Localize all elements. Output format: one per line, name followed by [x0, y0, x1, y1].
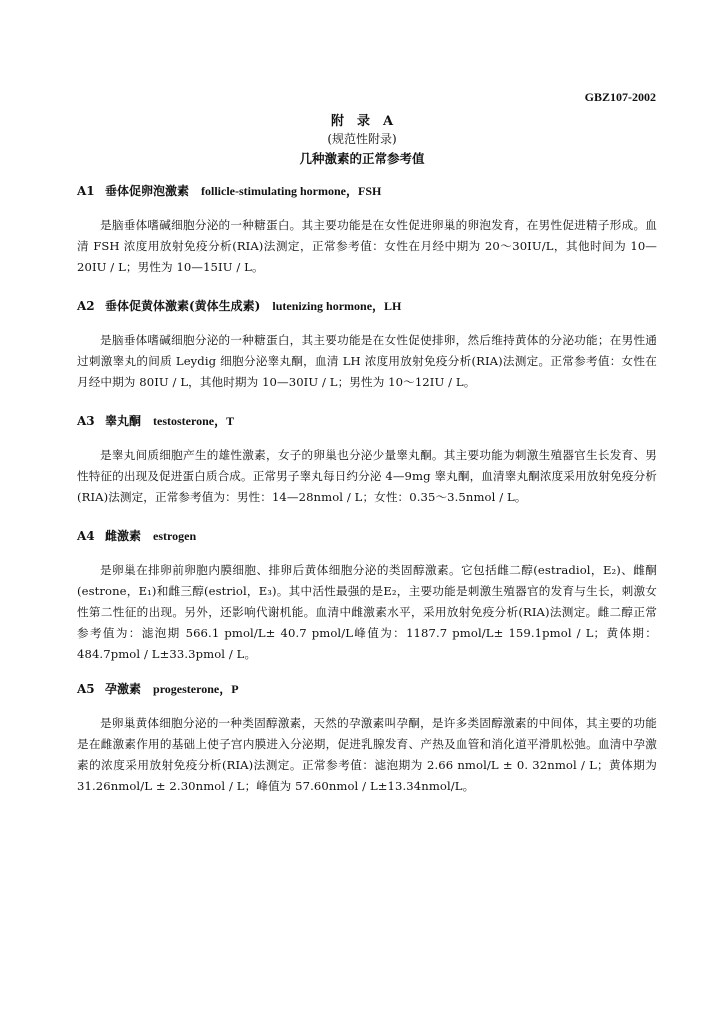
section-heading: [77, 182, 657, 200]
section-name-en: lutenizing hormone，LH: [272, 299, 402, 313]
section-name-en: estrogen: [153, 529, 197, 543]
appendix-title: 附 录 A: [330, 114, 394, 129]
section-body: 是脑垂体嗜碱细胞分泌的一种糖蛋白，其主要功能是在女性促使排卵，然后维持黄体的分泌功能；在男性通过刺激睾丸的间质 Leydig 细胞分泌睾丸酮，血清 LH 浓度用放射免疫分析(RIA)法测定。正常参考值：女性在月经中期为 80IU / L，其他时期为 10—30IU / L；男性为 10～12IU / L。: [77, 333, 657, 389]
section-body: 是卵巢在排卵前卵胞内膜细胞、排卵后黄体细胞分泌的类固醇激素。它包括雌二醇(estradiol，E₂)、雌酮(estrone，E₁)和雌三醇(estriol，E₃)。其中活性最强的是E₂，主要功能是刺激生殖器官的发育与生长，刺激女性第二性征的出现。另外，还影响代谢机能。血清中雌激素水平，采用放射免疫分析(RIA)法测定。雌二醇正常参考值为：滤泡期 566.1 pmol/L± 40.7 pmol/L峰值为：1187.7 pmol/L± 159.1pmol / L；黄体期：484.7pmol / L±33.3pmol / L。: [77, 563, 657, 661]
section-heading: [77, 297, 657, 315]
section-name-cn: 孕激素: [105, 682, 142, 696]
section-number: A3: [77, 414, 95, 428]
section-name-en: follicle-stimulating hormone，FSH: [201, 184, 382, 198]
section-name-cn: 雌激素: [105, 529, 142, 543]
section-number: A4: [77, 529, 95, 543]
section-a5: [77, 680, 657, 797]
section-body: 是脑垂体嗜碱细胞分泌的一种糖蛋白。其主要功能是在女性促进卵巢的卵泡发育，在男性促进精子形成。血清 FSH 浓度用放射免疫分析(RIA)法测定，正常参考值：女性在月经中期为 20～30IU/L，其他时间为 10—20IU / L；男性为 10—15IU / L。: [77, 218, 657, 274]
section-body: 是睾丸间质细胞产生的雄性激素，女子的卵巢也分泌少量睾丸酮。其主要功能为刺激生殖器官生长发育、男性特征的出现及促进蛋白质合成。正常男子睾丸每日约分泌 4—9mg 睾丸酮，血清睾丸酮浓度采用放射免疫分析(RIA)法测定，正常参考值为：男性：14—28nmol / L；女性：0.35～3.5nmol / L。: [77, 448, 657, 504]
section-heading: [77, 680, 657, 698]
section-name-en: testosterone，T: [153, 414, 235, 428]
section-number: A1: [77, 184, 95, 198]
section-a1: [77, 182, 657, 278]
section-number: A5: [77, 682, 95, 696]
section-name-en: progesterone，P: [153, 682, 239, 696]
appendix-type: (规范性附录): [327, 132, 397, 146]
section-name-cn: 垂体促卵泡激素: [105, 184, 190, 198]
section-name-cn: 睾丸酮: [105, 414, 142, 428]
section-a4: [77, 527, 657, 665]
section-name-cn: 垂体促黄体激素(黄体生成素): [105, 299, 261, 313]
section-heading: [77, 412, 657, 430]
section-a3: [77, 412, 657, 508]
section-number: A2: [77, 299, 95, 313]
document-code: GBZ107-2002: [584, 90, 656, 104]
section-a2: [77, 297, 657, 393]
appendix-heading: 几种激素的正常参考值: [299, 151, 425, 166]
section-body: 是卵巢黄体细胞分泌的一种类固醇激素，天然的孕激素叫孕酮，是许多类固醇激素的中间体，其主要的功能是在雌激素作用的基础上使子宫内膜进入分泌期，促进乳腺发育、产热及血管和消化道平滑肌松弛。血清中孕激素的浓度采用放射免疫分析(RIA)法测定。正常参考值：滤泡期为 2.66 nmol/L ± 0. 32nmol / L；黄体期为 31.26nmol/L ± 2.30nmol / L；峰值为 57.60nmol / L±13.34nmol/L。: [77, 716, 657, 793]
section-heading: [77, 527, 657, 545]
